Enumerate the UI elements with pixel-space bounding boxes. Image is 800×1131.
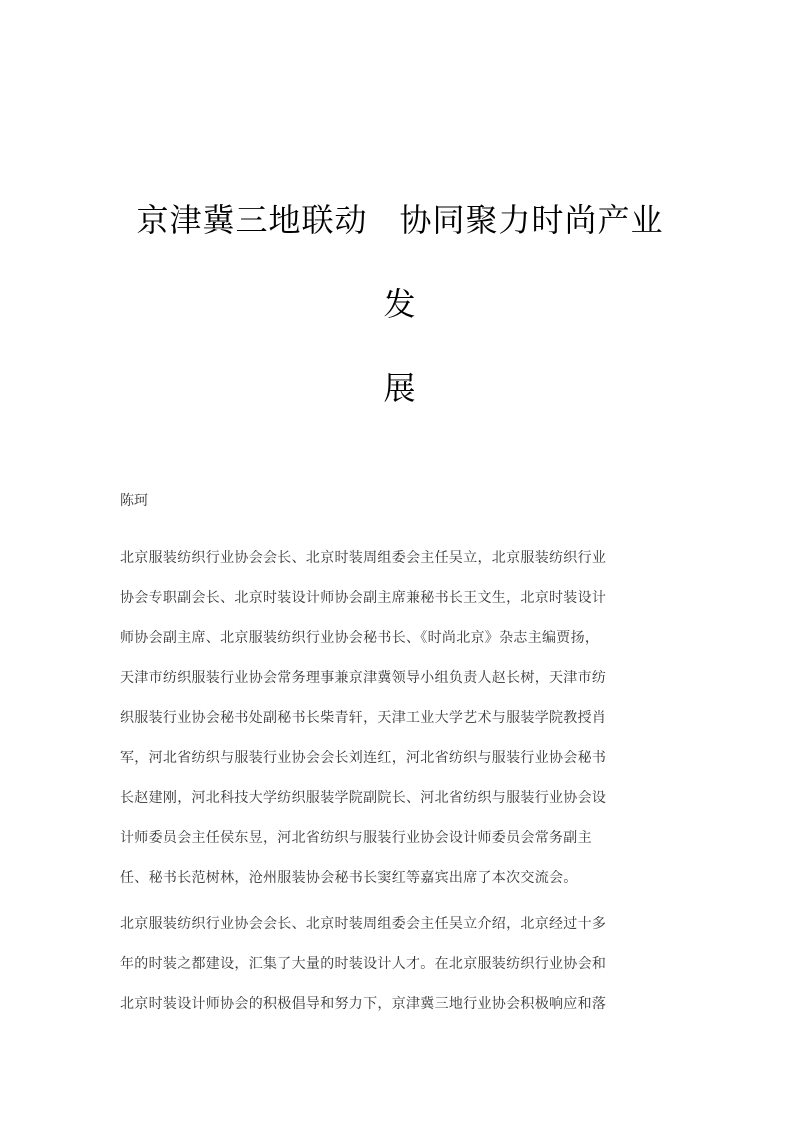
paragraph-line: 年的时装之都建设，汇集了大量的时装设计人才。在北京服装纺织行业协会和 (120, 956, 607, 972)
title-part2: 协同聚力时尚产业发 (383, 201, 664, 323)
title-line2: 展 (383, 369, 417, 407)
paragraph-line: 织服装行业协会秘书处副秘书长柴青轩，天津工业大学艺术与服装学院教授肖 (120, 710, 607, 726)
paragraph-line: 北京服装纺织行业协会会长、北京时装周组委会主任吴立介绍，北京经过十多 (120, 916, 607, 932)
paragraph-line: 长赵建刚，河北科技大学纺织服装学院副院长、河北省纺织与服装行业协会设 (120, 790, 607, 806)
paragraph-1 (120, 538, 680, 898)
document-body (120, 538, 680, 1030)
paragraph-line: 北京服装纺织行业协会会长、北京时装周组委会主任吴立，北京服装纺织行业 (120, 550, 607, 566)
paragraph-line: 军，河北省纺织与服装行业协会会长刘连红，河北省纺织与服装行业协会秘书 (120, 750, 607, 766)
title-line1 (136, 201, 663, 323)
paragraph-line: 协会专职副会长、北京时装设计师协会副主席兼秘书长王文生，北京时装设计 (120, 590, 607, 606)
paragraph-line: 计师委员会主任侯东昱，河北省纺织与服装行业协会设计师委员会常务副主 (120, 830, 592, 846)
paragraph-2 (120, 904, 680, 1024)
paragraph-line: 北京时装设计师协会的积极倡导和努力下，京津冀三地行业协会积极响应和落 (120, 996, 607, 1012)
author-name: 陈珂 (120, 493, 148, 509)
paragraph-line: 师协会副主席、北京服装纺织行业协会秘书长、《时尚北京》杂志主编贾扬， (120, 630, 600, 646)
document-title (120, 178, 680, 430)
title-part1: 京津冀三地联动 (136, 201, 368, 239)
paragraph-line: 任、秘书长范树林，沧州服装协会秘书长窦红等嘉宾出席了本次交流会。 (120, 870, 578, 886)
paragraph-line: 天津市纺织服装行业协会常务理事兼京津冀领导小组负责人赵长树，天津市纺 (120, 670, 607, 686)
